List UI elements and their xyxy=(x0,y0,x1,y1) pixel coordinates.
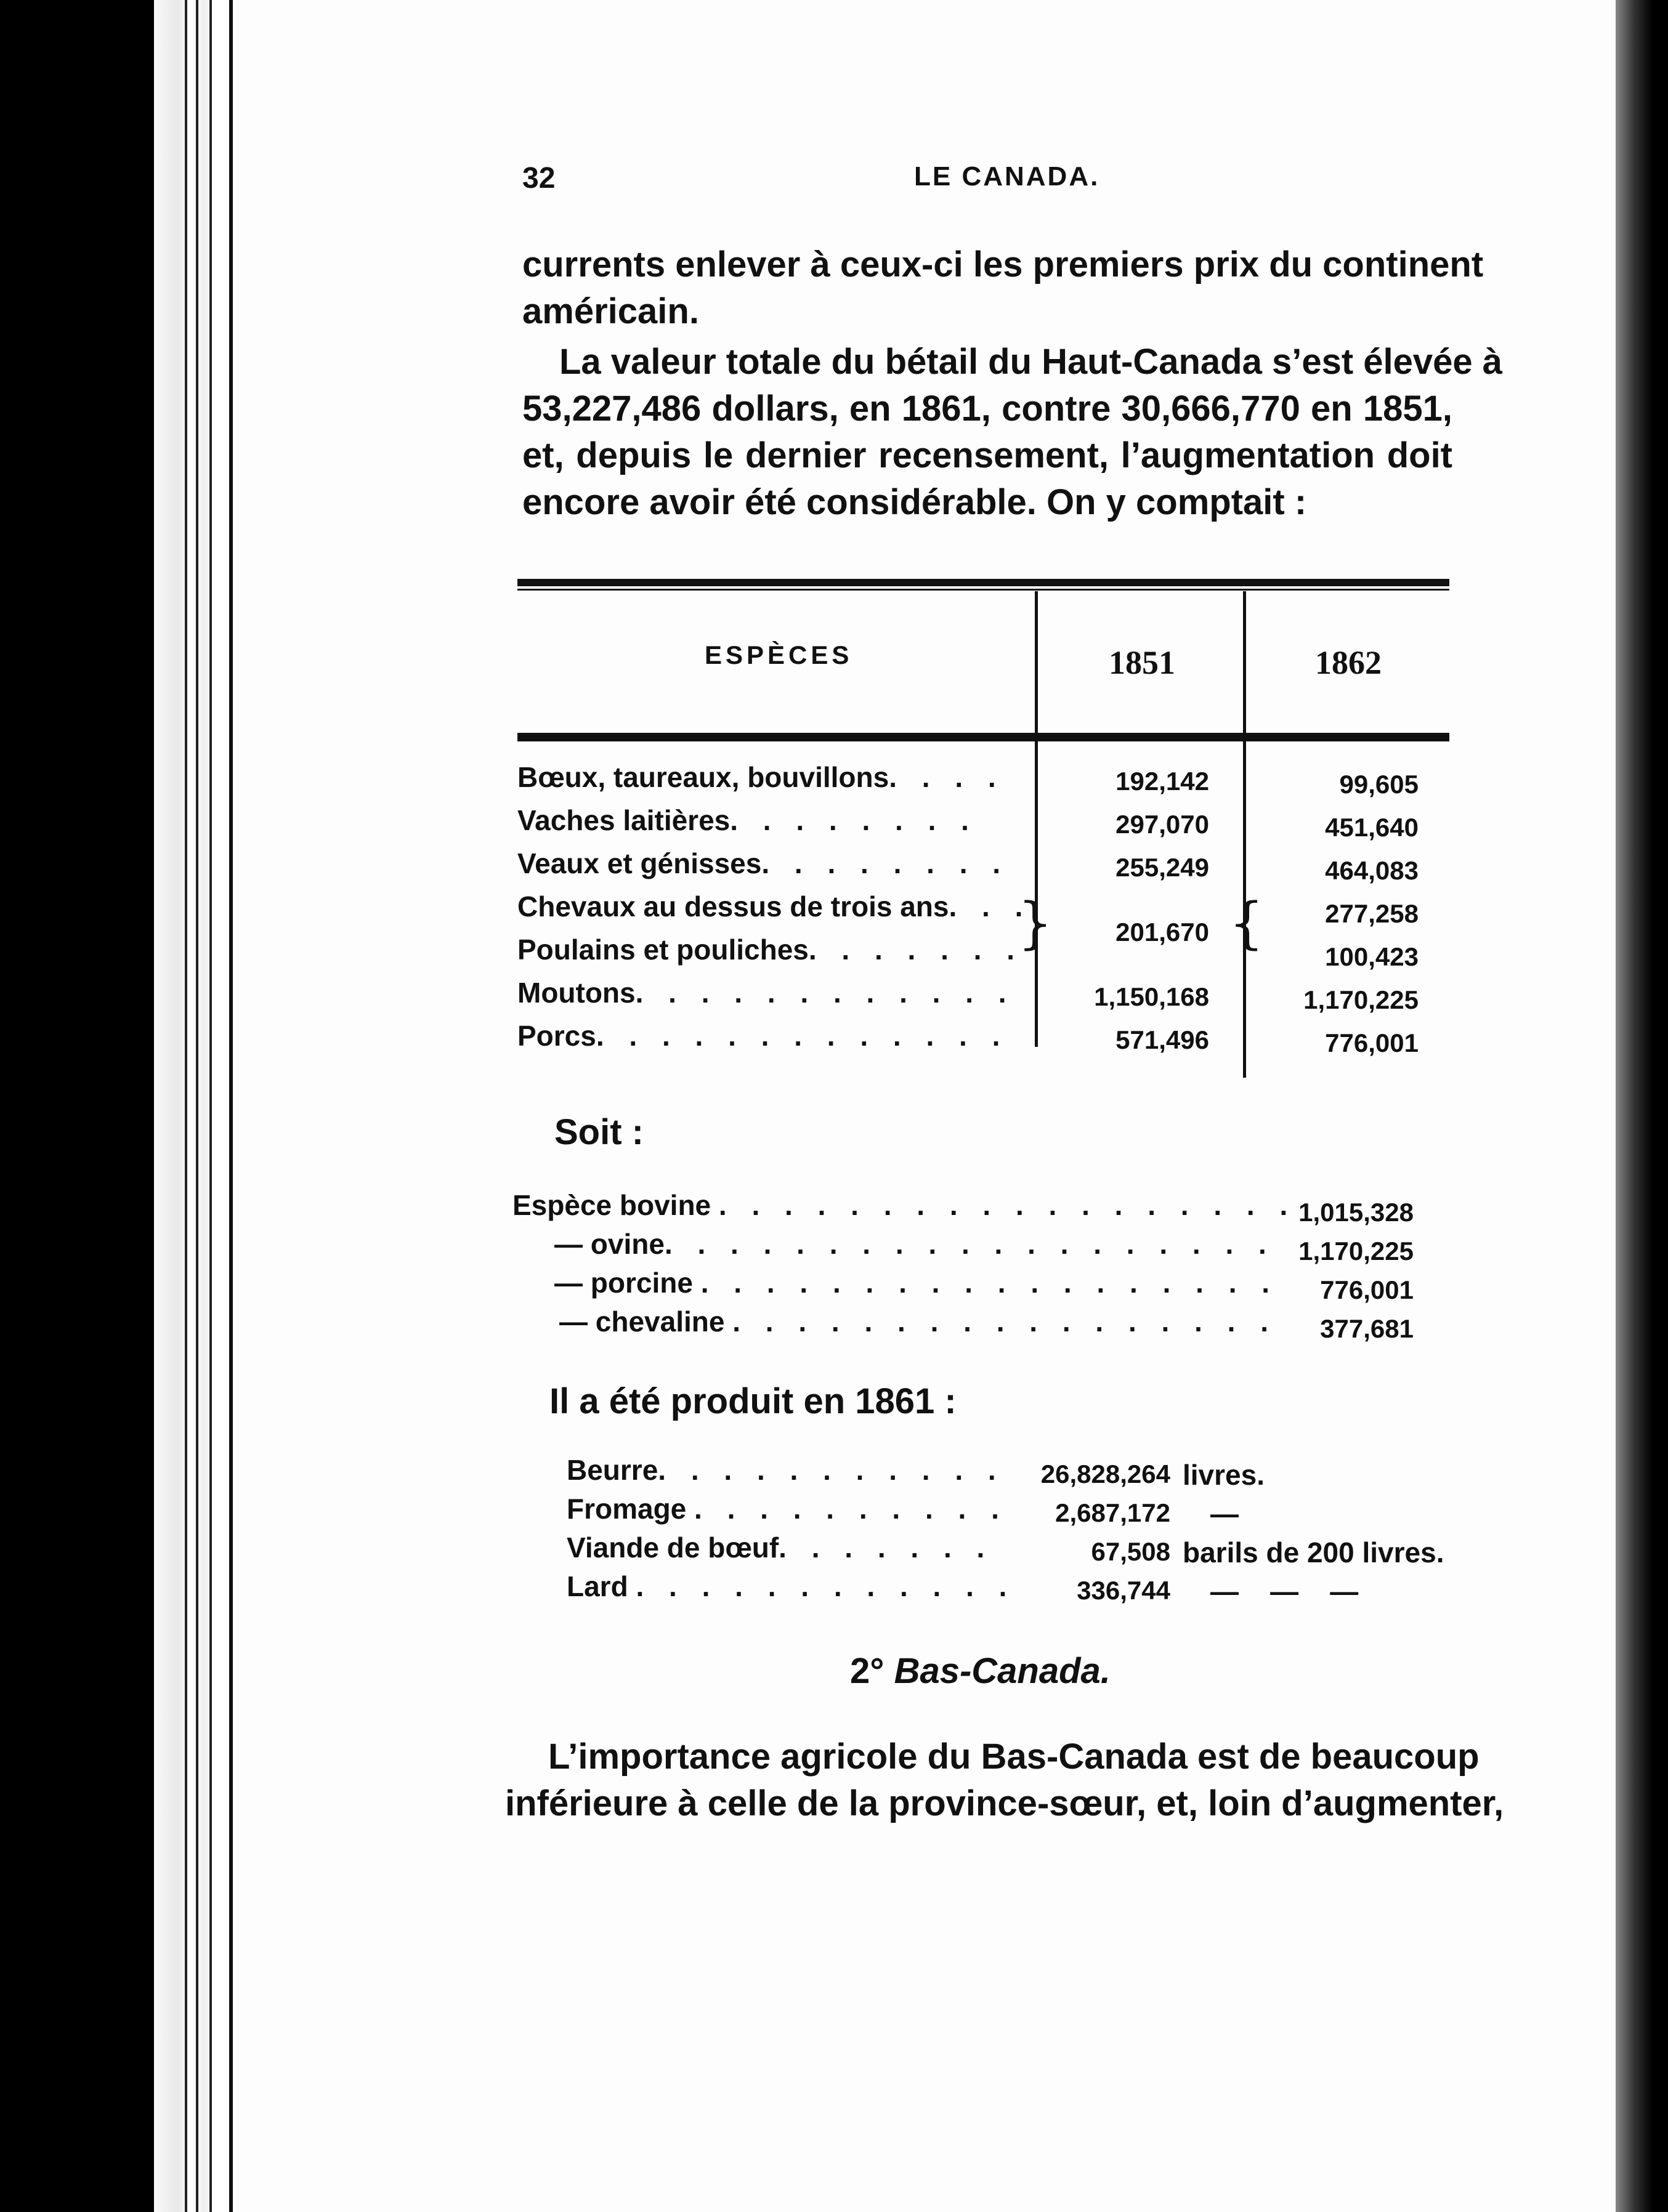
total-value: 1,015,328 xyxy=(1298,1198,1414,1227)
row-label-text: Moutons xyxy=(517,977,636,1009)
soit-heading: Soit : xyxy=(554,1112,644,1152)
value-1851: 201,670 xyxy=(1115,918,1209,947)
product-label-text: Viande de bœuf xyxy=(567,1532,779,1564)
table-column-divider xyxy=(1243,591,1246,1078)
product-label-text: Fromage xyxy=(567,1493,687,1525)
leader-dots: . . . . . . . xyxy=(779,1532,994,1564)
text-line: américain. xyxy=(522,291,699,331)
brace-icon: } xyxy=(1018,891,1053,956)
value-1851: 571,496 xyxy=(1115,1025,1209,1054)
value-1862: 451,640 xyxy=(1325,813,1419,842)
table-row-label xyxy=(517,1019,1008,1052)
production-heading: Il a été produit en 1861 : xyxy=(549,1381,957,1421)
leader-dots: . . . . . . . . xyxy=(730,804,978,836)
value-1851: 1,150,168 xyxy=(1094,982,1209,1011)
leader-dots: . . . xyxy=(949,890,1032,922)
total-value: 377,681 xyxy=(1320,1314,1414,1343)
value-1862: 277,258 xyxy=(1325,899,1419,928)
row-label-text: Vaches laitières xyxy=(517,804,731,836)
product-label-text: Beurre xyxy=(567,1454,658,1486)
product-unit: — — — xyxy=(1210,1575,1359,1607)
page-number: 32 xyxy=(522,162,556,195)
text-line: currents enlever à ceux-ci les premiers prix du continent xyxy=(522,244,1484,285)
product-label xyxy=(567,1531,993,1564)
product-unit: — xyxy=(1210,1498,1239,1530)
product-value: 67,508 xyxy=(1091,1537,1170,1566)
total-label-text: Espèce bovine xyxy=(512,1189,711,1221)
row-label-text: Chevaux au dessus de trois ans xyxy=(517,890,949,922)
product-label xyxy=(567,1453,1005,1487)
value-1862: 1,170,225 xyxy=(1303,985,1419,1014)
page-edge-line xyxy=(196,0,198,2212)
table-row-label xyxy=(517,804,978,837)
table-row-label xyxy=(517,933,1023,966)
leader-dots: . . . . . . . . . . . . . . . . . . . xyxy=(664,1228,1275,1260)
scan-border-left xyxy=(0,0,154,2212)
table-top-rule xyxy=(517,579,1449,586)
row-label-text: Bœux, taureaux, bouvillons xyxy=(517,761,889,793)
page-edges xyxy=(154,0,213,2212)
total-value: 1,170,225 xyxy=(1298,1237,1414,1265)
total-label xyxy=(554,1227,1275,1261)
table-row-label xyxy=(517,847,1009,880)
product-value: 336,744 xyxy=(1077,1576,1170,1605)
product-label-text: Lard xyxy=(567,1570,628,1602)
value-1851: 297,070 xyxy=(1115,810,1209,839)
scan-border-right xyxy=(1616,0,1668,2212)
leader-dots: . . . . . . . . . . . . . . . . . . xyxy=(700,1267,1279,1299)
product-label xyxy=(567,1492,1008,1525)
page-border xyxy=(229,0,233,2212)
product-value: 2,687,172 xyxy=(1055,1498,1170,1527)
total-label-text: — ovine xyxy=(554,1228,665,1260)
total-label-text: — chevaline xyxy=(559,1306,725,1338)
value-1862: 464,083 xyxy=(1325,856,1419,885)
row-label-text: Porcs xyxy=(517,1020,596,1052)
value-1851: 192,142 xyxy=(1115,767,1209,796)
total-label-text: — porcine xyxy=(554,1267,693,1299)
brace-icon: { xyxy=(1229,891,1265,956)
leader-dots: . . . . . . . . . . . xyxy=(658,1454,1005,1486)
table-top-rule-thin xyxy=(517,589,1449,591)
leader-dots: . . . . . . . . xyxy=(761,847,1010,879)
page-edge-line xyxy=(185,0,187,2212)
total-label xyxy=(559,1305,1277,1338)
value-1862: 100,423 xyxy=(1325,942,1419,971)
paragraph-1 xyxy=(522,241,1484,335)
leader-dots: . . . . . . . . . . xyxy=(694,1493,1008,1525)
text-line: encore avoir été considérable. On y comptait : xyxy=(522,482,1307,522)
section-heading xyxy=(850,1650,1111,1692)
text-line: et, depuis le dernier recensement, l’augmentation doit xyxy=(522,435,1452,475)
value-1862: 776,001 xyxy=(1325,1028,1419,1057)
table-row-label xyxy=(517,976,1015,1009)
leader-dots: . . . . . . . . . . . . . . . . . xyxy=(732,1306,1277,1338)
text-line: inférieure à celle de la province-sœur, et, loin d’augmenter, xyxy=(505,1783,1504,1823)
product-label xyxy=(567,1570,1015,1603)
paragraph-2 xyxy=(522,339,1503,526)
leader-dots: . . . . . . . . . . . . xyxy=(636,1570,1016,1602)
total-label xyxy=(512,1189,1296,1222)
leader-dots: . . . . . . . xyxy=(808,934,1024,966)
section-number: 2° xyxy=(850,1651,885,1691)
value-1851: 255,249 xyxy=(1115,853,1209,882)
table-row-label xyxy=(517,761,1005,794)
product-unit: livres. xyxy=(1183,1459,1265,1491)
page-edge-line xyxy=(209,0,212,2212)
leader-dots: . . . . . . . . . . . . . . . . . . xyxy=(718,1189,1297,1221)
row-label-text: Veaux et génisses xyxy=(517,847,762,879)
running-title: LE CANADA. xyxy=(914,161,1100,192)
table-row-label xyxy=(517,890,1031,923)
text-line: La valeur totale du bétail du Haut-Canada s’est élevée à xyxy=(559,342,1503,382)
product-unit: barils de 200 livres. xyxy=(1183,1536,1444,1568)
table-header-rule xyxy=(517,733,1449,741)
leader-dots: . . . . . . . . . . . . . xyxy=(596,1020,1009,1052)
value-1862: 99,605 xyxy=(1339,770,1419,799)
total-value: 776,001 xyxy=(1320,1275,1414,1304)
product-value: 26,828,264 xyxy=(1040,1459,1170,1488)
total-label xyxy=(554,1266,1278,1299)
paragraph-3 xyxy=(505,1734,1504,1827)
text-line: 53,227,486 dollars, en 1861, contre 30,666,770 en 1851, xyxy=(522,389,1452,429)
table-header-species: ESPÈCES xyxy=(705,640,853,669)
row-label-text: Poulains et pouliches xyxy=(517,934,809,966)
table-column-divider xyxy=(1035,591,1038,1047)
leader-dots: . . . . . . . . . . . . xyxy=(635,977,1015,1009)
text-line: L’importance agricole du Bas-Canada est de beaucoup xyxy=(548,1737,1480,1777)
section-title: Bas-Canada. xyxy=(894,1651,1111,1691)
leader-dots: . . . . xyxy=(889,761,1005,793)
table-header-1851: 1851 xyxy=(1109,644,1175,681)
table-header-1862: 1862 xyxy=(1315,644,1382,681)
